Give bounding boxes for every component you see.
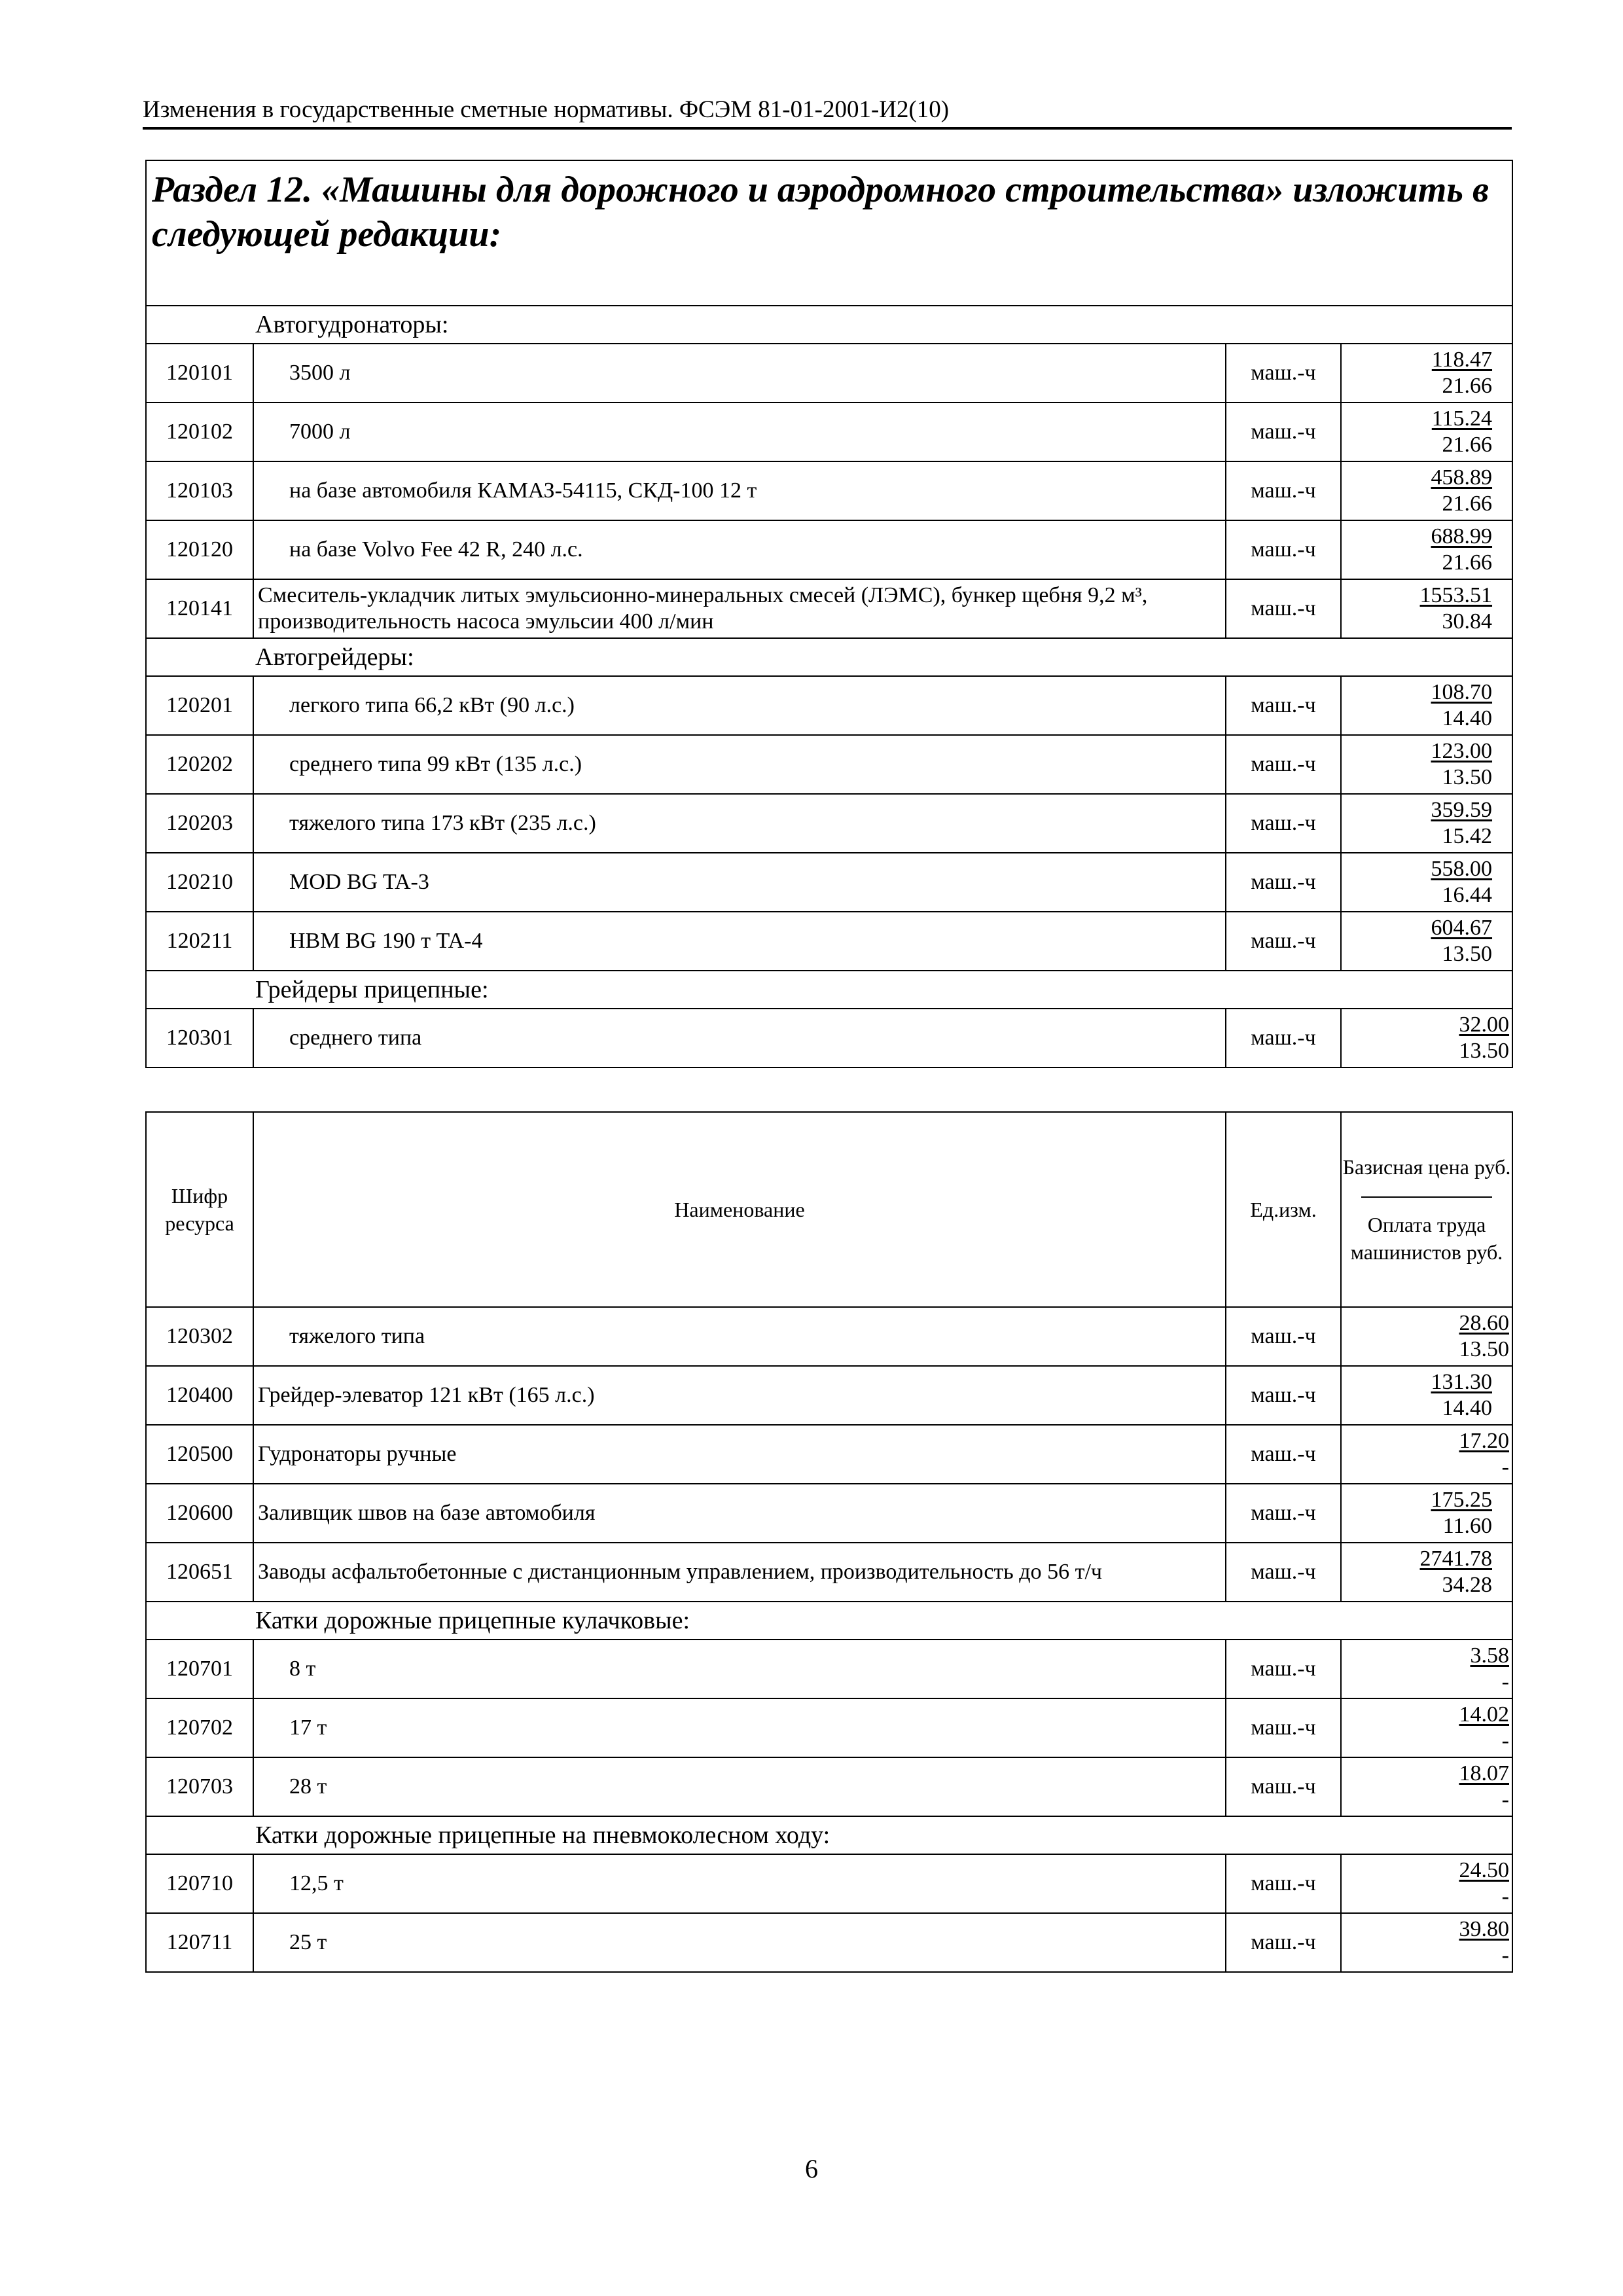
resource-name: MOD BG TA-3 [253, 853, 1226, 912]
operator-wage: 14.40 [1442, 1396, 1492, 1420]
table-row [146, 344, 1512, 403]
operator-wage: 14.40 [1442, 706, 1493, 730]
base-price: 24.50 [1459, 1858, 1509, 1882]
price-cell [1341, 1640, 1512, 1698]
price-cell [1341, 1543, 1512, 1602]
group-row [146, 1816, 1512, 1854]
unit: маш.-ч [1226, 735, 1341, 794]
resource-name: Заводы асфальтобетонные с дистанционным управлением, производительность до 56 т/ч [253, 1543, 1226, 1602]
base-price: 118.47 [1431, 348, 1493, 372]
unit: маш.-ч [1226, 403, 1341, 461]
price-cell [1341, 1698, 1512, 1757]
header-code: Шифр ресурса [146, 1112, 253, 1307]
operator-wage: 13.50 [1459, 1039, 1510, 1063]
resource-code: 120102 [146, 403, 253, 461]
base-price: 39.80 [1459, 1917, 1509, 1941]
table-row [146, 1484, 1512, 1543]
resource-name: Гудронаторы ручные [253, 1425, 1226, 1484]
resource-name: HBM BG 190 т TA-4 [253, 912, 1226, 971]
table-row [146, 403, 1512, 461]
price-cell [1341, 403, 1512, 461]
base-price: 175.25 [1431, 1488, 1492, 1512]
unit: маш.-ч [1226, 1009, 1341, 1067]
table-row [146, 1307, 1512, 1366]
resource-code: 120202 [146, 735, 253, 794]
operator-wage: 13.50 [1442, 942, 1493, 966]
resource-name: 7000 л [253, 403, 1226, 461]
operator-wage: - [1501, 1729, 1509, 1753]
resource-name: Заливщик швов на базе автомобиля [253, 1484, 1226, 1543]
group-label: Грейдеры прицепные: [146, 971, 1512, 1009]
resource-name: на базе Volvo Fee 42 R, 240 л.с. [253, 520, 1226, 579]
resource-name: 17 т [253, 1698, 1226, 1757]
resource-code: 120651 [146, 1543, 253, 1602]
header-price [1341, 1112, 1512, 1307]
resource-code: 120103 [146, 461, 253, 520]
resource-name: среднего типа [253, 1009, 1226, 1067]
resource-name: 3500 л [253, 344, 1226, 403]
resource-name: 28 т [253, 1757, 1226, 1816]
resource-code: 120600 [146, 1484, 253, 1543]
table-row [146, 1698, 1512, 1757]
table-row [146, 579, 1512, 638]
operator-wage: 34.28 [1442, 1573, 1492, 1597]
base-price: 359.59 [1431, 798, 1493, 822]
resource-code: 120400 [146, 1366, 253, 1425]
table-row [146, 1009, 1512, 1067]
price-cell [1341, 1854, 1512, 1913]
group-label: Катки дорожные прицепные кулачковые: [146, 1602, 1512, 1640]
operator-wage: - [1501, 1787, 1509, 1812]
resource-code: 120702 [146, 1698, 253, 1757]
table-row [146, 735, 1512, 794]
price-cell [1341, 579, 1512, 638]
resource-code: 120101 [146, 344, 253, 403]
table-row [146, 676, 1512, 735]
unit: маш.-ч [1226, 1757, 1341, 1816]
table-row [146, 1366, 1512, 1425]
operator-wage: - [1501, 1943, 1509, 1967]
base-price: 3.58 [1470, 1643, 1509, 1668]
page-header: Изменения в государственные сметные нормативы. ФСЭМ 81-01-2001-И2(10) [143, 93, 1512, 130]
resource-code: 120703 [146, 1757, 253, 1816]
resource-name: на базе автомобиля КАМАЗ-54115, СКД-100 12 т [253, 461, 1226, 520]
unit: маш.-ч [1226, 912, 1341, 971]
unit: маш.-ч [1226, 344, 1341, 403]
price-cell [1341, 520, 1512, 579]
unit: маш.-ч [1226, 579, 1341, 638]
operator-wage: 21.66 [1442, 550, 1493, 575]
base-price: 123.00 [1431, 739, 1493, 763]
base-price: 108.70 [1431, 680, 1493, 704]
operator-wage: - [1501, 1670, 1509, 1694]
resource-code: 120710 [146, 1854, 253, 1913]
resource-code: 120711 [146, 1913, 253, 1972]
unit: маш.-ч [1226, 1425, 1341, 1484]
base-price: 558.00 [1431, 857, 1493, 881]
group-row [146, 638, 1512, 676]
table-row [146, 1543, 1512, 1602]
group-row [146, 971, 1512, 1009]
price-cell [1341, 1757, 1512, 1816]
resource-name: среднего типа 99 кВт (135 л.с.) [253, 735, 1226, 794]
group-row [146, 306, 1512, 344]
operator-wage: - [1501, 1455, 1509, 1479]
operator-wage: 30.84 [1442, 609, 1493, 634]
base-price: 688.99 [1431, 524, 1493, 548]
header-unit: Ед.изм. [1226, 1112, 1341, 1307]
header-divider [1361, 1196, 1492, 1198]
group-label: Автогудронаторы: [146, 306, 1512, 344]
resource-name: тяжелого типа [253, 1307, 1226, 1366]
unit: маш.-ч [1226, 461, 1341, 520]
base-price: 14.02 [1459, 1702, 1509, 1727]
operator-wage: - [1501, 1884, 1509, 1909]
resource-code: 120120 [146, 520, 253, 579]
operator-wage: 15.42 [1442, 824, 1493, 848]
unit: маш.-ч [1226, 1698, 1341, 1757]
price-cell [1341, 461, 1512, 520]
price-cell [1341, 1425, 1512, 1484]
table-row [146, 1425, 1512, 1484]
base-price: 28.60 [1459, 1311, 1509, 1335]
unit: маш.-ч [1226, 1913, 1341, 1972]
machines-table-2 [145, 1111, 1513, 1973]
resource-name: 8 т [253, 1640, 1226, 1698]
base-price: 115.24 [1431, 406, 1493, 431]
unit: маш.-ч [1226, 520, 1341, 579]
price-cell [1341, 912, 1512, 971]
table-row [146, 794, 1512, 853]
base-price: 458.89 [1431, 465, 1493, 490]
base-price: 32.00 [1459, 1013, 1510, 1037]
price-cell [1341, 735, 1512, 794]
unit: маш.-ч [1226, 1307, 1341, 1366]
resource-code: 120302 [146, 1307, 253, 1366]
operator-wage: 21.66 [1442, 492, 1493, 516]
page-number: 6 [805, 2154, 818, 2183]
table-header-row [146, 1112, 1512, 1307]
resource-name: тяжелого типа 173 кВт (235 л.с.) [253, 794, 1226, 853]
group-label: Катки дорожные прицепные на пневмоколесном ходу: [146, 1816, 1512, 1854]
resource-name: легкого типа 66,2 кВт (90 л.с.) [253, 676, 1226, 735]
resource-name: 12,5 т [253, 1854, 1226, 1913]
operator-wage: 21.66 [1442, 433, 1493, 457]
unit: маш.-ч [1226, 794, 1341, 853]
resource-name: Грейдер-элеватор 121 кВт (165 л.с.) [253, 1366, 1226, 1425]
group-row [146, 1602, 1512, 1640]
unit: маш.-ч [1226, 1854, 1341, 1913]
table-row [146, 1757, 1512, 1816]
resource-code: 120701 [146, 1640, 253, 1698]
price-cell [1341, 1913, 1512, 1972]
operator-wage: 11.60 [1442, 1514, 1492, 1538]
machines-table-1 [145, 160, 1513, 1068]
unit: маш.-ч [1226, 1484, 1341, 1543]
unit: маш.-ч [1226, 853, 1341, 912]
unit: маш.-ч [1226, 1640, 1341, 1698]
price-cell [1341, 1484, 1512, 1543]
base-price: 2741.78 [1419, 1547, 1492, 1571]
base-price: 604.67 [1431, 916, 1493, 940]
unit: маш.-ч [1226, 1543, 1341, 1602]
resource-code: 120203 [146, 794, 253, 853]
base-price: 131.30 [1431, 1370, 1492, 1394]
resource-name: 25 т [253, 1913, 1226, 1972]
resource-code: 120301 [146, 1009, 253, 1067]
header-base-price: Базисная цена руб. [1342, 1155, 1511, 1179]
table-row [146, 1913, 1512, 1972]
base-price: 1553.51 [1419, 583, 1493, 607]
operator-wage: 21.66 [1442, 374, 1493, 398]
table-row [146, 1640, 1512, 1698]
price-cell [1341, 1307, 1512, 1366]
table-row [146, 853, 1512, 912]
unit: маш.-ч [1226, 1366, 1341, 1425]
resource-code: 120500 [146, 1425, 253, 1484]
price-cell [1341, 794, 1512, 853]
header-name: Наименование [253, 1112, 1226, 1307]
base-price: 18.07 [1459, 1761, 1509, 1785]
table-row [146, 461, 1512, 520]
price-cell [1341, 676, 1512, 735]
operator-wage: 16.44 [1442, 883, 1493, 907]
resource-code: 120141 [146, 579, 253, 638]
operator-wage: 13.50 [1442, 765, 1493, 789]
table-row [146, 520, 1512, 579]
header-operator-wage: Оплата труда машинистов руб. [1350, 1213, 1503, 1264]
resource-name: Смеситель-укладчик литых эмульсионно-минеральных смесей (ЛЭМС), бункер щебня 9,2 м³, производительность насоса эмульсии 400 л/мин [253, 579, 1226, 638]
price-cell [1341, 1366, 1512, 1425]
table-row [146, 1854, 1512, 1913]
price-cell [1341, 344, 1512, 403]
price-cell [1341, 853, 1512, 912]
table-row [146, 912, 1512, 971]
group-label: Автогрейдеры: [146, 638, 1512, 676]
resource-code: 120210 [146, 853, 253, 912]
base-price: 17.20 [1459, 1429, 1509, 1453]
section-title: Раздел 12. «Машины для дорожного и аэродромного строительства» изложить в следующей редакции: [146, 160, 1512, 306]
operator-wage: 13.50 [1459, 1337, 1509, 1361]
resource-code: 120201 [146, 676, 253, 735]
resource-code: 120211 [146, 912, 253, 971]
price-cell [1341, 1009, 1512, 1067]
unit: маш.-ч [1226, 676, 1341, 735]
